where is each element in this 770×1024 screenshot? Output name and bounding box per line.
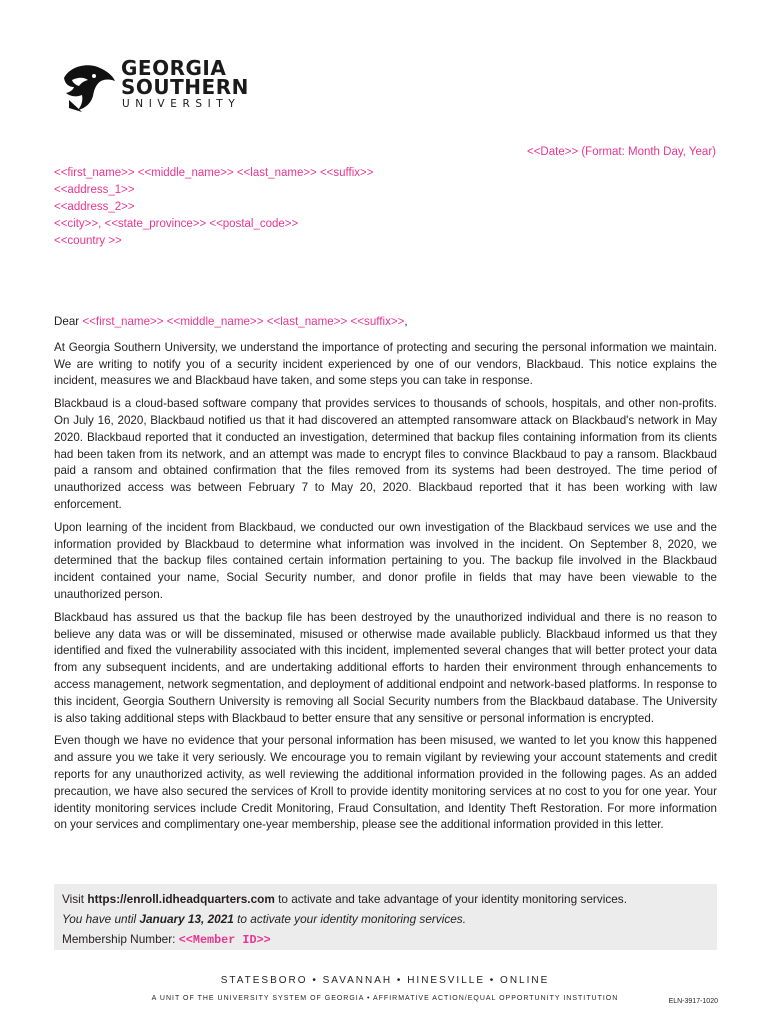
salutation-suffix: ,	[404, 315, 408, 328]
paragraph-monitoring: Even though we have no evidence that your personal information has been misused, we wanted to let you know this happened and assure you we take it very seriously. We encourage you to remain vigilant by reviewing your account statements and credit reports for any unauthorized activity, as well reviewing the additional information provided in the following pages. As an added precaution, we have also secured the services of Kroll to provide identity monitoring services at no cost to you for one year. Your identity monitoring services include Credit Monitoring, Fraud Consultation, and Identity Theft Restoration. For more information on your services and complimentary one-year membership, please see the additional information provided in this letter.	[54, 734, 717, 832]
visit-suffix: to activate and take advantage of your identity monitoring services.	[274, 892, 627, 906]
salutation-prefix: Dear	[54, 315, 83, 328]
activation-line-member	[62, 929, 709, 950]
logo-text-southern: SOUTHERN	[121, 75, 249, 99]
letter-date: <<Date>> (Format: Month Day, Year)	[527, 146, 716, 158]
enroll-link[interactable]: https://enroll.idheadquarters.com	[87, 892, 275, 906]
footer-document-code: ELN-3917-1020	[668, 998, 718, 1005]
visit-prefix: Visit	[62, 892, 88, 906]
activation-box	[54, 884, 717, 950]
address-line-country: <<country >>	[54, 235, 122, 247]
member-label: Membership Number:	[62, 932, 179, 946]
university-logo	[60, 56, 250, 116]
deadline-suffix: to activate your identity monitoring services.	[233, 912, 466, 926]
salutation	[54, 314, 717, 331]
address-line-2: <<address_2>>	[54, 201, 135, 213]
paragraph-remediation: Blackbaud has assured us that the backup file has been destroyed by the unauthorized individual and there is no reason to believe any data was or will be disseminated, misused or otherwise made available publicly. Blackbaud informed us that they identified and fixed the vulnerability associated with this incident, implemented several changes that will better protect your data from any subsequent incidents, and are undertaking additional efforts to harden their environment through enhancements to access management, network segmentation, and deployment of additional endpoint and network-based platforms. In response to this incident, Georgia Southern University is removing all Social Security numbers from the Blackbaud database. The University is also taking additional steps with Blackbaud to better ensure that any sensitive or personal information is encrypted.	[54, 610, 717, 725]
logo-text-georgia: GEORGIA	[121, 56, 227, 80]
member-id: <<Member ID>>	[178, 933, 271, 947]
eagle-head-icon	[60, 60, 116, 112]
paragraph-investigation: Upon learning of the incident from Blackbaud, we conducted our own investigation of the Blackbaud services we use and the information provided by Blackbaud to determine what information was involved in the incident. On September 8, 2020, we determined that the backup files contained certain information pertaining to you. The backup file involved in the Blackbaud incident contained your name, Social Security number, and donor profile in fields that may have been viewable to the unauthorized person.	[54, 520, 717, 601]
deadline-date: January 13, 2021	[139, 912, 234, 926]
footer-system-line: A UNIT OF THE UNIVERSITY SYSTEM OF GEORGIA • AFFIRMATIVE ACTION/EQUAL OPPORTUNITY INSTITUTION	[151, 995, 619, 1002]
paragraph-incident: Blackbaud is a cloud-based software company that provides services to thousands of schools, hospitals, and other non-profits. On July 16, 2020, Blackbaud notified us that it had discovered an attempted ransomware attack on Blackbaud's network in May 2020. Blackbaud reported that it conducted an investigation, determined that backup files containing information from its clients had been taken from its network, and an attempt was made to encrypt files to convince Blackbaud to pay a ransom. Blackbaud paid a ransom and obtained confirmation that the files removed from its systems had been destroyed. The time period of unauthorized access was between February 7 to May 20, 2020. Blackbaud reported that it has been working with law enforcement.	[54, 397, 717, 511]
deadline-prefix: You have until	[62, 912, 140, 926]
address-line-name: <<first_name>> <<middle_name>> <<last_name>> <<suffix>>	[54, 167, 374, 179]
activation-line-visit	[62, 889, 709, 909]
address-line-1: <<address_1>>	[54, 184, 135, 196]
activation-line-deadline	[62, 909, 709, 929]
address-line-city: <<city>>, <<state_province>> <<postal_code>>	[54, 218, 299, 230]
footer-campuses: STATESBORO • SAVANNAH • HINESVILLE • ONLINE	[220, 975, 550, 986]
logo-text-university: UNIVERSITY	[122, 98, 241, 110]
salutation-name: <<first_name>> <<middle_name>> <<last_name>> <<suffix>>	[82, 315, 405, 328]
letter-body	[54, 314, 717, 840]
paragraph-intro: At Georgia Southern University, we understand the importance of protecting and securing the personal information we maintain. We are writing to notify you of a security incident experienced by one of our vendors, Blackbaud. This notice explains the incident, measures we and Blackbaud have taken, and some steps you can take in response.	[54, 340, 717, 388]
recipient-address	[54, 165, 373, 250]
